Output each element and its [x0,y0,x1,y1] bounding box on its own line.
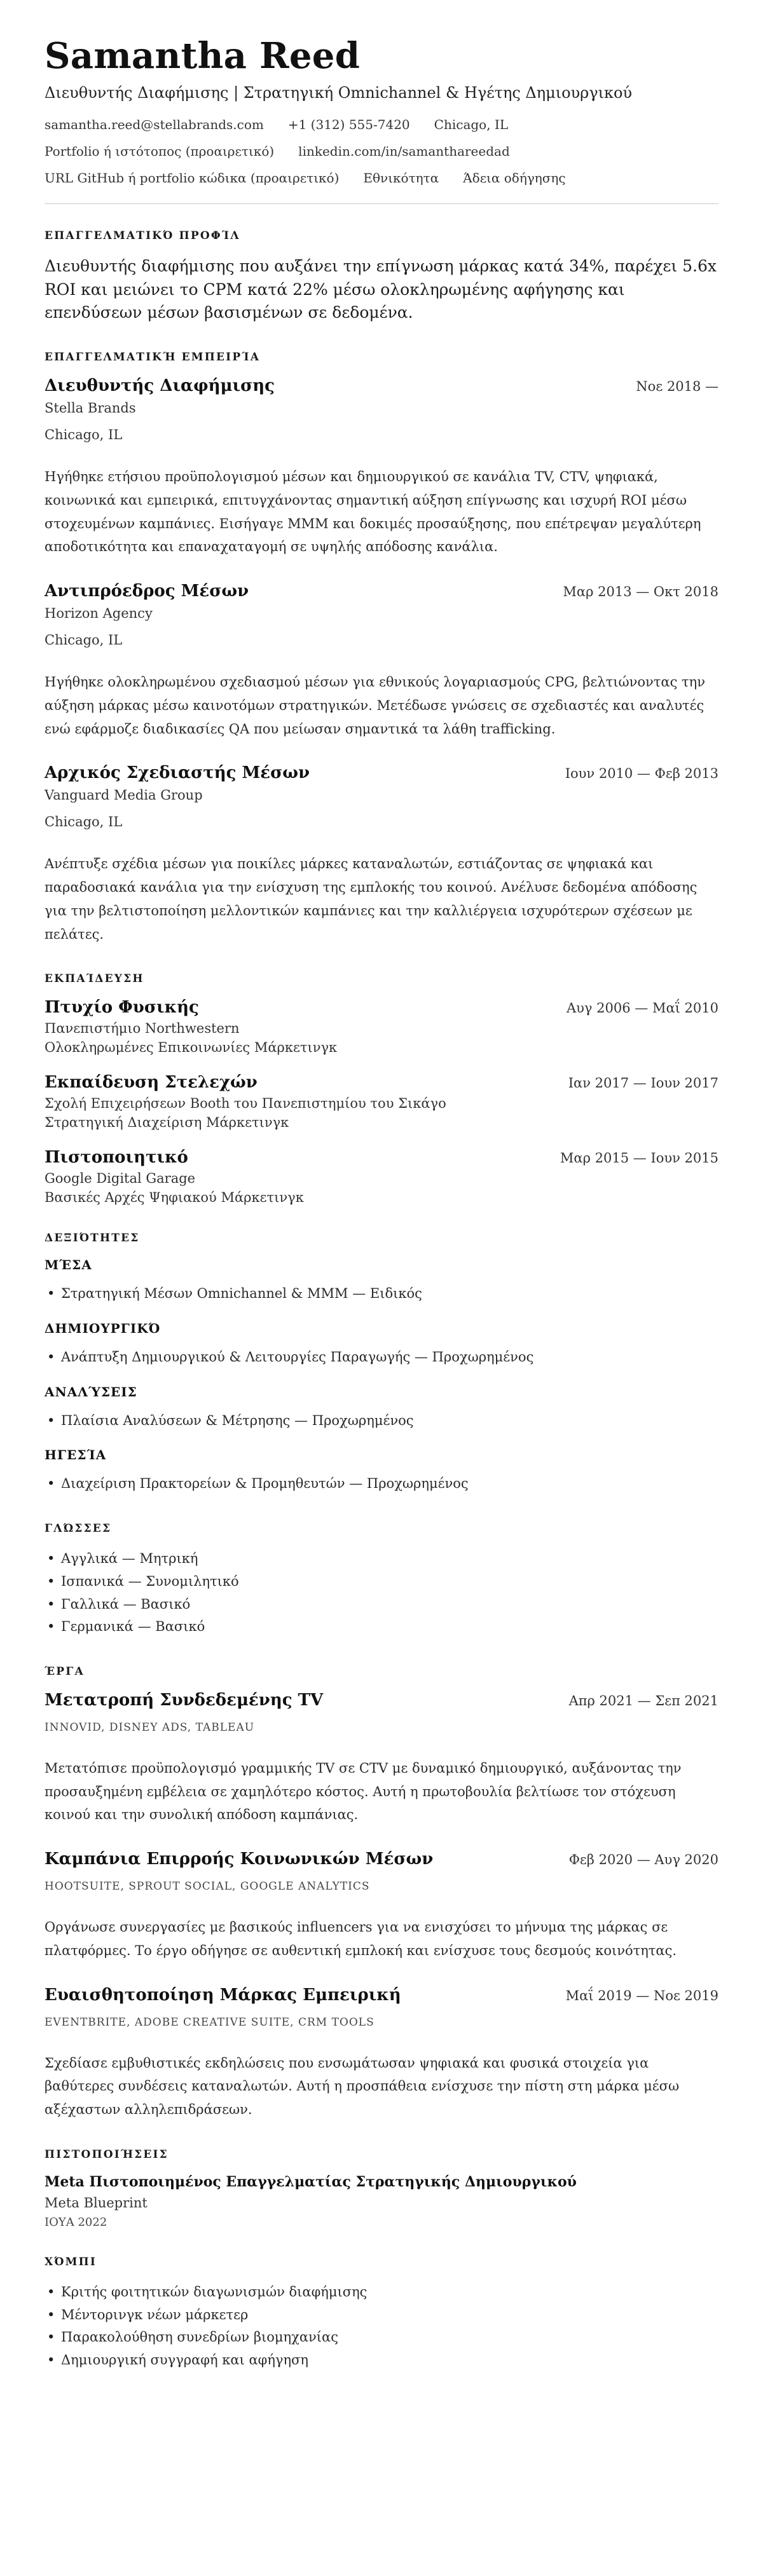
job-location: Chicago, IL [45,427,123,443]
skill-item: • Πλαίσια Αναλύσεων & Μέτρησης — Προχωρημένος [45,1410,718,1433]
company-name: Vanguard Media Group [45,787,203,803]
nationality: Εθνικότητα [363,170,439,186]
skill-category: ΔΗΜΙΟΥΡΓΙΚΌ [45,1321,161,1337]
skill-item: • Διαχείριση Πρακτορείων & Προμηθευτών — Προχωρημένος [45,1473,718,1496]
company-name: Horizon Agency [45,606,153,622]
section-title: ΧΌΜΠΙ [45,2255,97,2268]
resume-header [45,36,718,186]
skill-category: ΑΝΑΛΎΣΕΙΣ [45,1384,137,1400]
hobby-item: • Δημιουργική συγγραφή και αφήγηση [45,2349,718,2372]
job-title: Αρχικός Σχεδιαστής Μέσων [45,763,310,783]
project-description: Μετατόπισε προϋπολογισμό γραμμικής TV σε CTV με δυναμικό δημιουργικό, αυξάνοντας την προσαυξημένη εμβέλεια σε χαμηλότερο κόστος. Αυτή η πρωτοβουλία βελτίωσε τον στόχευση κοινού και την συνολική απόδοση καμπάνιας. [45,1760,682,1823]
contact-row [45,117,718,132]
certification-date: ΙΟΥΑ 2022 [45,2215,107,2229]
skill-item: • Ανάπτυξη Δημιουργικού & Λειτουργίες Παραγωγής — Προχωρημένος [45,1346,718,1369]
location: Chicago, IL [434,117,509,133]
driving-license: Άδεια οδήγησης [463,170,566,186]
contact-row [45,170,718,186]
experience-entry [45,582,718,740]
section-title: ΈΡΓΑ [45,1665,85,1678]
education-entry [45,1073,718,1130]
project-tools: INNOVID, DISNEY ADS, TABLEAU [45,1721,255,1734]
summary-text: Διευθυντής διαφήμισης που αυξάνει την επίγνωση μάρκας κατά 34%, παρέχει 5.6x ROI και μειώνει το CPM κατά 22% μέσω ολοκληρωμένης αφήγησης και επενδύσεων μέσων βασισμένων σε δεδομένα. [45,257,717,322]
job-dates: Νοε 2018 — [636,379,718,395]
project-entry [45,1850,718,1963]
school-name: Πανεπιστήμιο Northwestern [45,1021,240,1037]
linkedin-link[interactable]: linkedin.com/in/samanthareedad [298,144,510,160]
candidate-name: Samantha Reed [45,35,361,77]
candidate-headline: Διευθυντής Διαφήμισης | Στρατηγική Omnichannel & Ηγέτης Δημιουργικού [45,84,633,102]
phone-number[interactable]: +1 (312) 555-7420 [287,117,410,133]
certification-name: Meta Πιστοποιημένος Επαγγελματίας Στρατηγικής Δημιουργικού [45,2173,577,2190]
certification-entry [45,2174,718,2229]
project-tools: HOOTSUITE, SPROUT SOCIAL, GOOGLE ANALYTICS [45,1880,370,1893]
hobbies-section [45,2256,718,2372]
project-name: Καμπάνια Επιρροής Κοινωνικών Μέσων [45,1850,434,1869]
experience-entry [45,376,718,559]
experience-section [45,351,718,946]
job-dates: Μαρ 2013 — Οκτ 2018 [563,584,718,600]
contact-row [45,144,718,159]
hobby-item: • Κριτής φοιτητικών διαγωνισμών διαφήμισης [45,2281,718,2304]
project-name: Ευαισθητοποίηση Μάρκας Εμπειρική [45,1985,401,2005]
email-link[interactable]: samantha.reed@stellabrands.com [45,117,264,133]
section-title: ΔΕΞΙΌΤΗΤΕΣ [45,1232,140,1245]
project-name: Μετατροπή Συνδεδεμένης TV [45,1690,324,1710]
job-dates: Ιουν 2010 — Φεβ 2013 [565,766,718,782]
language-item: • Γαλλικά — Βασικό [45,1593,718,1616]
project-entry [45,1691,718,1827]
job-description: Ανέπτυξε σχέδια μέσων για ποικίλες μάρκες καταναλωτών, εστιάζοντας σε ψηφιακά και παραδοσιακά κανάλια για την ενίσχυση της εμπλοκής του κοινού. Ανέλυσε δεδομένα απόδοσης για την βελτιστοποίηση μελλοντικών καμπάνιες και την καλλιέργεια ισχυρότερων σχέσεων με πελάτες. [45,856,698,942]
degree-title: Πιστοποιητικό [45,1148,188,1168]
summary-section [45,229,718,324]
language-item: • Γερμανικά — Βασικό [45,1616,718,1639]
certifications-section [45,2148,718,2229]
project-tools: EVENTBRITE, ADOBE CREATIVE SUITE, CRM TOOLS [45,2015,375,2029]
hobby-item: • Μέντορινγκ νέων μάρκετερ [45,2304,718,2327]
education-section [45,972,718,1205]
school-name: Google Digital Garage [45,1171,196,1187]
education-dates: Αυγ 2006 — Μαΐ 2010 [567,1000,718,1016]
section-title: ΕΠΑΓΓΕΛΜΑΤΙΚΉ ΕΜΠΕΙΡΊΑ [45,351,261,364]
job-description: Ηγήθηκε ετήσιου προϋπολογισμού μέσων και δημιουργικού σε κανάλια TV, CTV, ψηφιακά, κοινωνικά και εμπειρικά, επιτυγχάνοντας σημαντική αύξηση επίγνωσης και ισχυρή ROI μέσω στοχευμένων καμπάνιες. Εισήγαγε MMM και δοκιμές προσαύξησης, που επέτρεψαν μεγαλύτερη αποδοτικότητα και επαναχαταγομή σε υψηλής απόδοσης κανάλια. [45,469,701,555]
skill-item: • Στρατηγική Μέσων Omnichannel & MMM — Ειδικός [45,1283,718,1305]
hobby-item: • Παρακολούθηση συνεδρίων βιομηχανίας [45,2326,718,2349]
skill-group [45,1447,718,1496]
experience-entry [45,763,718,946]
certification-issuer: Meta Blueprint [45,2195,148,2211]
school-name: Σχολή Επιχειρήσεων Booth του Πανεπιστημίου του Σικάγο [45,1096,446,1112]
education-entry [45,998,718,1055]
skill-category: ΗΓΕΣΊΑ [45,1447,107,1463]
field-of-study: Στρατηγική Διαχείριση Μάρκετινγκ [45,1115,289,1131]
language-item: • Ισπανικά — Συνομιλητικό [45,1571,718,1593]
job-location: Chicago, IL [45,814,123,830]
project-dates: Φεβ 2020 — Αυγ 2020 [568,1852,718,1868]
projects-section [45,1665,718,2122]
skill-group [45,1321,718,1369]
job-title: Αντιπρόεδρος Μέσων [45,582,249,601]
section-title: ΓΛΏΣΣΕΣ [45,1522,112,1536]
education-dates: Μαρ 2015 — Ιουν 2015 [560,1150,718,1166]
education-dates: Ιαν 2017 — Ιουν 2017 [568,1075,718,1091]
job-description: Ηγήθηκε ολοκληρωμένου σχεδιασμού μέσων για εθνικούς λογαριασμούς CPG, βελτιώνοντας την αύξηση μάρκας μέσω καινοτόμων στρατηγικών. Μετέδωσε γνώσεις σε σχεδιαστές και αναλυτές ενώ εφάρμοζε διαδικασίες QA που μείωσαν σημαντικά τα λάθη trafficking. [45,674,705,737]
degree-title: Εκπαίδευση Στελεχών [45,1073,258,1093]
job-location: Chicago, IL [45,632,123,648]
company-name: Stella Brands [45,400,136,416]
skill-category: ΜΈΣΑ [45,1257,92,1273]
skills-section [45,1232,718,1496]
header-divider [45,203,718,204]
project-entry [45,1986,718,2122]
job-title: Διευθυντής Διαφήμισης [45,376,275,396]
field-of-study: Ολοκληρωμένες Επικοινωνίες Μάρκετινγκ [45,1040,338,1056]
section-title: ΠΙΣΤΟΠΟΙΉΣΕΙΣ [45,2148,168,2161]
education-entry [45,1148,718,1205]
portfolio-link[interactable]: Portfolio ή ιστότοπος (προαιρετικό) [45,144,275,160]
field-of-study: Βασικές Αρχές Ψηφιακού Μάρκετινγκ [45,1190,304,1206]
project-dates: Μαΐ 2019 — Νοε 2019 [565,1987,718,2003]
section-title: ΕΠΑΓΓΕΛΜΑΤΙΚΌ ΠΡΟΦΊΛ [45,229,240,243]
skill-group [45,1384,718,1433]
project-dates: Απρ 2021 — Σεπ 2021 [568,1693,718,1708]
github-link[interactable]: URL GitHub ή portfolio κώδικα (προαιρετικό) [45,170,340,186]
section-title: ΕΚΠΑΊΔΕΥΣΗ [45,972,144,986]
project-description: Οργάνωσε συνεργασίες με βασικούς influencers για να ενισχύσει το μήνυμα της μάρκας σε πλατφόρμες. Το έργο οδήγησε σε αυθεντική εμπλοκή και ενίσχυσε τους δεσμούς κοινότητας. [45,1919,677,1958]
degree-title: Πτυχίο Φυσικής [45,998,199,1018]
language-item: • Αγγλικά — Μητρική [45,1548,718,1571]
project-description: Σχεδίασε εμβυθιστικές εκδηλώσεις που ενσωμάτωσαν ψηφιακά και φυσικά στοιχεία για βαθύτερες συνδέσεις καταναλωτών. Αυτή η προσπάθεια ενίσχυσε την πίστη στη μάρκα μέσω αξέχαστων αλληλεπιδράσεων. [45,2055,680,2118]
skill-group [45,1257,718,1305]
languages-section [45,1522,718,1639]
